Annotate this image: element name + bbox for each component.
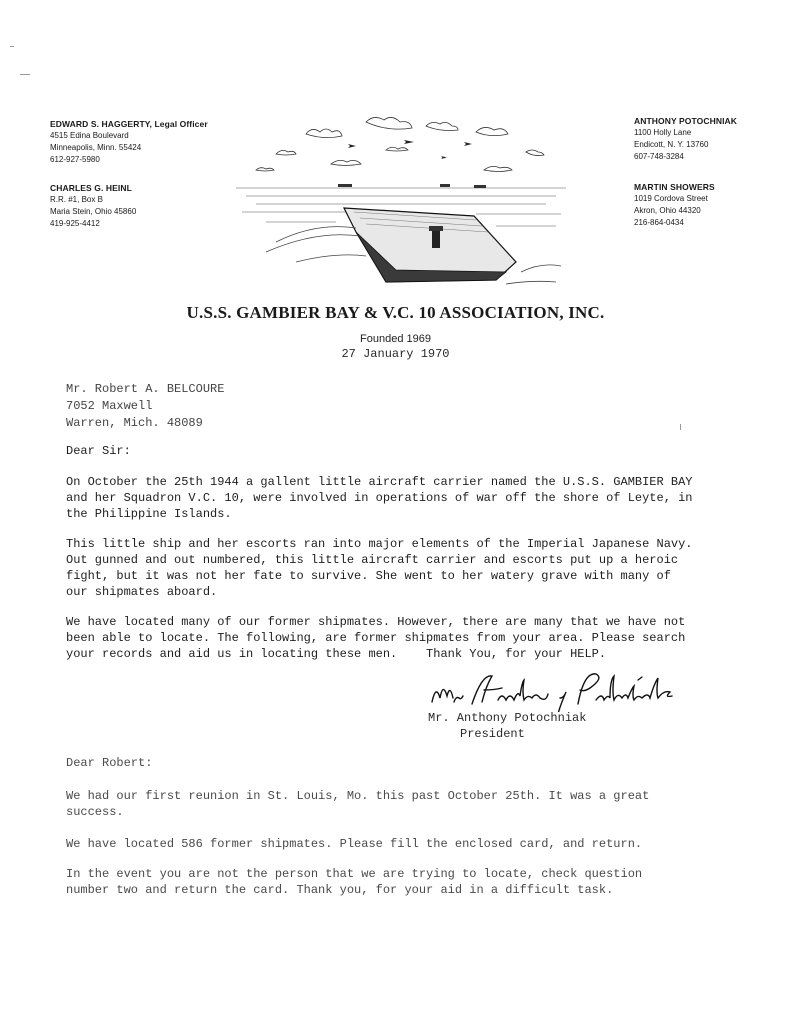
contact-city-line: Endicott, N. Y. 13760 (634, 140, 709, 149)
paragraph-history (66, 474, 746, 522)
contact-name: CHARLES G. HEINL (50, 183, 132, 193)
text-line: the Philippine Islands. (66, 507, 232, 521)
contact-phone: 216-864-0434 (634, 218, 684, 227)
association-name: U.S.S. GAMBIER BAY & V.C. 10 ASSOCIATION, INC. (186, 303, 605, 322)
signer-title: President (460, 727, 525, 741)
letter-date: 27 January 1970 (341, 347, 450, 361)
contact-potochniak (634, 115, 737, 163)
text-line: On October the 25th 1944 a gallent little aircraft carrier named the U.S.S. GAMBIER BAY (66, 475, 693, 489)
founded-line: Founded 1969 (360, 333, 431, 345)
recipient-address (66, 381, 224, 432)
recipient-name: Mr. Robert A. BELCOURE (66, 382, 225, 396)
text-line: and her Squadron V.C. 10, were involved in operations of war off the shore of Leyte, in (66, 491, 693, 505)
contact-city-line: Maria Stein, Ohio 45860 (50, 207, 137, 216)
aircraft-carrier-illustration (236, 112, 566, 292)
contact-address-line: 1019 Cordova Street (634, 194, 708, 203)
contact-address-line: R.R. #1, Box B (50, 195, 103, 204)
text-line: We had our first reunion in St. Louis, Mo. this past October 25th. It was a great (66, 789, 650, 803)
contact-phone: 419-925-4412 (50, 219, 100, 228)
contact-city-line: Akron, Ohio 44320 (634, 206, 701, 215)
contact-name: EDWARD S. HAGGERTY, Legal Officer (50, 119, 208, 129)
text-line: In the event you are not the person that we are trying to locate, check question (66, 867, 643, 881)
text-line: been able to locate. The following, are former shipmates from your area. Please search (66, 631, 686, 645)
scan-speck (20, 74, 30, 75)
text-line: success. (66, 805, 124, 819)
contact-phone: 612-927-5980 (50, 155, 100, 164)
signer-name: Mr. Anthony Potochniak (428, 711, 587, 725)
text-line: We have located many of our former shipmates. However, there are many that we have not (66, 615, 686, 629)
contact-name: MARTIN SHOWERS (634, 182, 715, 192)
contact-address-line: 4515 Edina Boulevard (50, 131, 129, 140)
text-line: your records and aid us in locating these men. Thank You, for your HELP. (66, 647, 607, 661)
note-reunion (66, 788, 746, 820)
scan-speck (680, 424, 681, 430)
signer-block (428, 710, 586, 742)
contact-haggerty (50, 118, 208, 166)
text-line: This little ship and her escorts ran into major elements of the Imperial Japanese Navy. (66, 537, 693, 551)
contact-city-line: Minneapolis, Minn. 55424 (50, 143, 142, 152)
scan-speck (10, 46, 14, 47)
recipient-street: 7052 Maxwell (66, 399, 153, 413)
paragraph-request (66, 614, 746, 662)
note-salutation: Dear Robert: (66, 756, 153, 770)
note-located: We have located 586 former shipmates. Please fill the enclosed card, and return. (66, 837, 643, 851)
contact-heinl (50, 182, 136, 230)
contact-showers (634, 181, 715, 229)
text-line: fight, but it was not her fate to survive. She went to her watery grave with many of (66, 569, 671, 583)
text-line: number two and return the card. Thank you, for your aid in a difficult task. (66, 883, 614, 897)
text-line: Out gunned and out numbered, this little aircraft carrier and escorts put up a heroic (66, 553, 679, 567)
salutation: Dear Sir: (66, 444, 131, 458)
contact-name: ANTHONY POTOCHNIAK (634, 116, 738, 126)
note-instructions (66, 866, 746, 898)
paragraph-battle (66, 536, 746, 600)
text-line: our shipmates aboard. (66, 585, 218, 599)
handwritten-signature (428, 668, 728, 712)
contact-address-line: 1100 Holly Lane (634, 128, 692, 137)
contact-phone: 607-748-3284 (634, 152, 684, 161)
recipient-city: Warren, Mich. 48089 (66, 416, 203, 430)
